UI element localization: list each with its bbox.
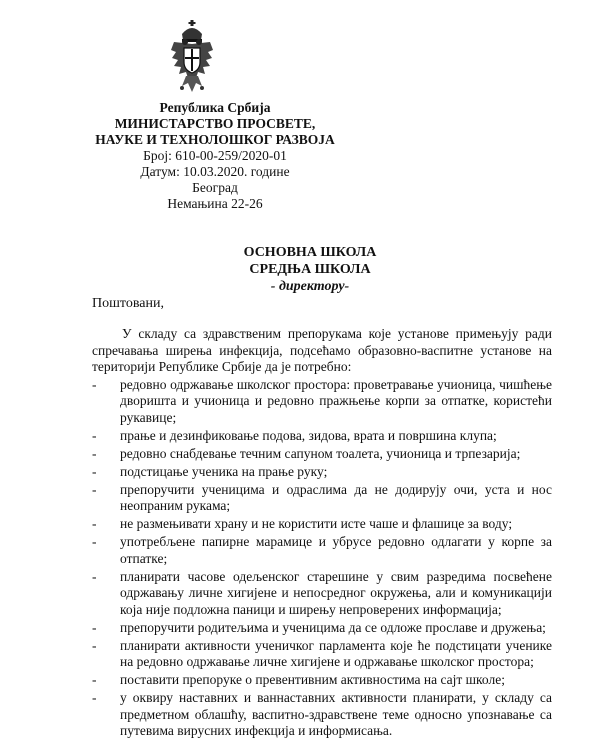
- list-item-text: редовно одржавање школског простора: проветравање учионица, чишћење дворишта и учионица и редовно пражњење корпи за отпатке, користећи рукавице;: [120, 376, 552, 425]
- list-item: [92, 482, 552, 515]
- list-item-text: препоручити родитељима и ученицима да се одложе прославе и дружења;: [120, 619, 546, 635]
- list-item-text: планирати часове одељенског старешине у свим разредима посвећене одржавању личне хигијене и непосредног окружења, али и комуникацији која није подложна паници и ширењу непроверених информација;: [120, 568, 552, 617]
- list-marker: -: [92, 463, 97, 479]
- list-item: [92, 534, 552, 567]
- list-marker: -: [92, 427, 97, 443]
- document-number: Број: 610-00-259/2020-01: [143, 148, 287, 163]
- list-item: [92, 620, 552, 637]
- list-marker: -: [92, 376, 97, 392]
- list-item-text: подстицање ученика на прање руку;: [120, 463, 328, 479]
- addressee-line2: СРЕДЊА ШКОЛА: [249, 262, 371, 277]
- list-item-text: у оквиру наставних и ваннаставних активности планирати, у складу са предметном облашћу, васпитно-здравствене теме односно упознавање са путевима вирусних инфекција и информисања.: [120, 690, 552, 738]
- list-marker: -: [92, 445, 97, 461]
- list-item-text: редовно снабдевање течним сапуном тоалета, учионица и трпезарија;: [120, 445, 521, 461]
- list-marker: -: [92, 672, 97, 687]
- list-marker: -: [92, 690, 97, 705]
- document-date: Датум: 10.03.2020. године: [140, 164, 290, 179]
- salutation: Поштовани,: [92, 296, 164, 311]
- addressee-block: [190, 244, 430, 295]
- list-item-text: поставити препоруке о превентивним активностима на сајт школе;: [120, 672, 505, 687]
- ministry-name-line2: НАУКЕ И ТЕХНОЛОШКОГ РАЗВОЈА: [95, 132, 335, 147]
- sender-header: [90, 100, 340, 212]
- ministry-name-line1: МИНИСТАРСТВО ПРОСВЕТЕ,: [114, 116, 316, 131]
- list-item-text: употребљене папирне марамице и убрусе редовно одлагати у корпе за отпатке;: [120, 534, 552, 566]
- list-item-text: не размењивати храну и не користити исте чаше и флашице за воду;: [120, 516, 513, 531]
- list-item-text: прање и дезинфиковање подова, зидова, врата и површина клупа;: [120, 427, 497, 443]
- coat-of-arms-icon: [168, 20, 216, 98]
- list-item: [92, 377, 552, 427]
- list-marker: -: [92, 619, 97, 635]
- intro-paragraph: У складу са здравственим препорукама које установе примењују ради спречавања ширења инфекција, подсећамо образовно-васпитне установе на територији Републике Србије да је потребно:: [92, 326, 552, 374]
- list-marker: -: [92, 481, 97, 497]
- list-item: [92, 569, 552, 619]
- country-name: Република Србија: [159, 100, 271, 115]
- addressee-line1: ОСНОВНА ШКОЛА: [243, 245, 377, 260]
- list-marker: -: [92, 534, 97, 549]
- list-marker: -: [92, 568, 97, 584]
- recommendation-list: [92, 377, 552, 740]
- list-item-text: препоручити ученицима и одраслима да не додирују очи, уста и нос неопраним рукама;: [120, 481, 552, 513]
- list-item-text: планирати активности ученичког парламента које ће подстицати ученике на редовно одржавање личне хигијене и одржавање школског простора;: [120, 637, 552, 669]
- list-marker: -: [92, 516, 97, 531]
- street-address: Немањина 22-26: [167, 196, 263, 211]
- letter-body: [92, 326, 552, 741]
- list-item: [92, 446, 552, 463]
- list-item: [92, 464, 552, 481]
- addressee-line3: - директору-: [270, 279, 350, 294]
- list-item: [92, 638, 552, 671]
- list-item: [92, 516, 552, 533]
- city: Београд: [192, 180, 238, 195]
- list-item: [92, 428, 552, 445]
- list-item: [92, 690, 552, 740]
- list-marker: -: [92, 637, 97, 653]
- list-item: [92, 672, 552, 689]
